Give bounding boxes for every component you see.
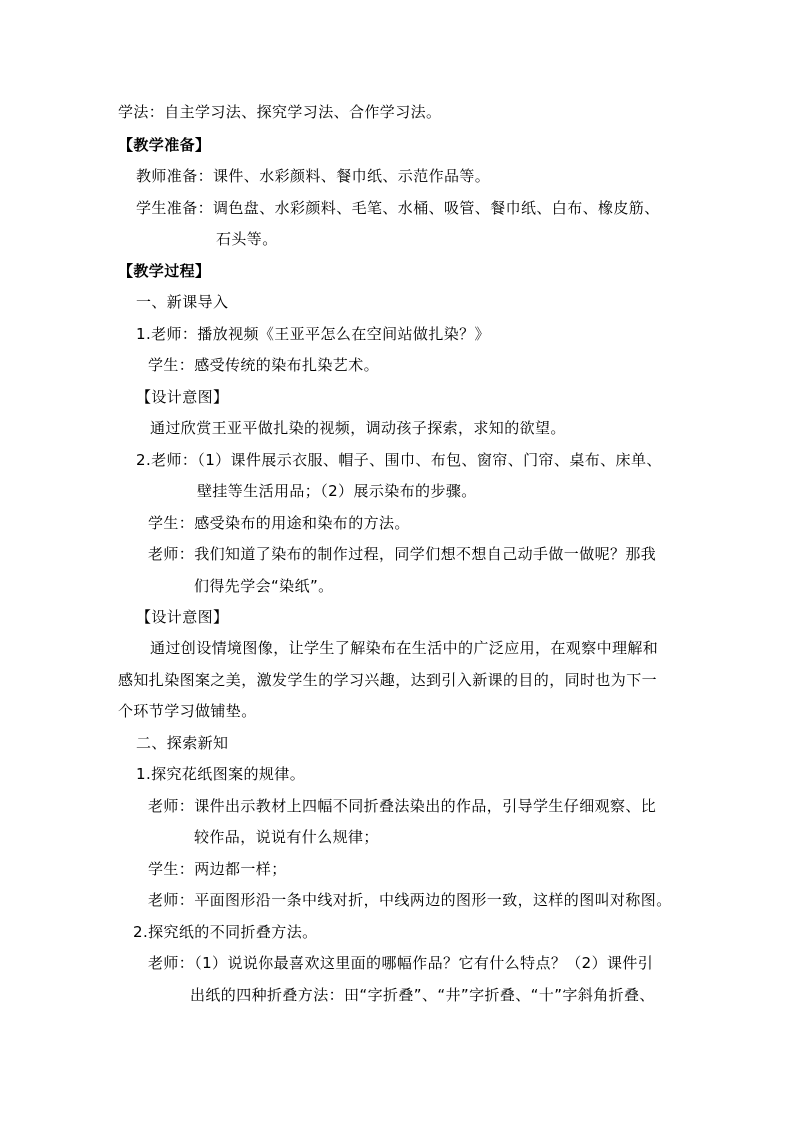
teacher-prep: 教师准备：课件、水彩颜料、餐巾纸、示范作品等。: [136, 167, 491, 185]
section-2-title: 二、探索新知: [136, 734, 229, 752]
s2-student-1: 学生：两边都一样；: [148, 860, 287, 878]
s2-teacher-2-line-1: 老师：（1）说说你最喜欢这里面的哪幅作品？它有什么特点？（2）课件引: [148, 954, 654, 972]
s1-teacher-2-line-1: 老师：我们知道了染布的制作过程，同学们想不想自己动手做一做呢？那我: [148, 545, 657, 563]
s1-item-2-line-1: 2.老师：（1）课件展示衣服、帽子、围巾、布包、窗帘、门帘、桌布、床单、: [136, 451, 662, 469]
s2-teacher-1-line-1: 老师：课件出示教材上四幅不同折叠法染出的作品，引导学生仔细观察、比: [148, 797, 657, 815]
s2-item-2: 2.探究纸的不同折叠方法。: [133, 923, 318, 941]
s2-teacher-1-line-2: 较作品，说说有什么规律；: [194, 828, 379, 846]
design-text-2-line-3: 个环节学习做铺垫。: [118, 702, 257, 720]
design-heading-2: 【设计意图】: [136, 608, 229, 626]
s2-teacher-2-line-2: 出纸的四种折叠方法：田“字折叠”、“井”字折叠、“十”字斜角折叠、: [190, 986, 655, 1004]
process-heading: 【教学过程】: [118, 262, 211, 280]
learning-methods: 学法：自主学习法、探究学习法、合作学习法。: [118, 103, 442, 121]
section-1-title: 一、新课导入: [136, 293, 229, 311]
s1-item-2-line-2: 壁挂等生活用品；（2）展示染布的步骤。: [197, 482, 477, 500]
design-text-2-line-2: 感知扎染图案之美，激发学生的学习兴趣，达到引入新课的目的，同时也为下一: [118, 671, 658, 689]
design-text-1: 通过欣赏王亚平做扎染的视频，调动孩子探索，求知的欲望。: [150, 419, 566, 437]
s2-item-1: 1.探究花纸图案的规律。: [136, 765, 306, 783]
s1-student-2: 学生：感受染布的用途和染布的方法。: [148, 514, 410, 532]
s1-item-1: 1.老师：播放视频《王亚平怎么在空间站做扎染？》: [136, 325, 490, 343]
s1-student-1: 学生：感受传统的染布扎染艺术。: [148, 356, 380, 374]
design-heading-1: 【设计意图】: [136, 388, 229, 406]
student-prep-line-2: 石头等。: [216, 230, 278, 248]
student-prep-line-1: 学生准备：调色盘、水彩颜料、毛笔、水桶、吸管、餐巾纸、白布、橡皮筋、: [136, 199, 660, 217]
design-text-2-line-1: 通过创设情境图像，让学生了解染布在生活中的广泛应用，在观察中理解和: [150, 639, 659, 657]
s1-teacher-2-line-2: 们得先学会“染纸”。: [194, 577, 334, 595]
s2-teacher-1b: 老师：平面图形沿一条中线对折，中线两边的图形一致，这样的图叫对称图。: [148, 891, 672, 909]
prep-heading: 【教学准备】: [118, 136, 211, 154]
